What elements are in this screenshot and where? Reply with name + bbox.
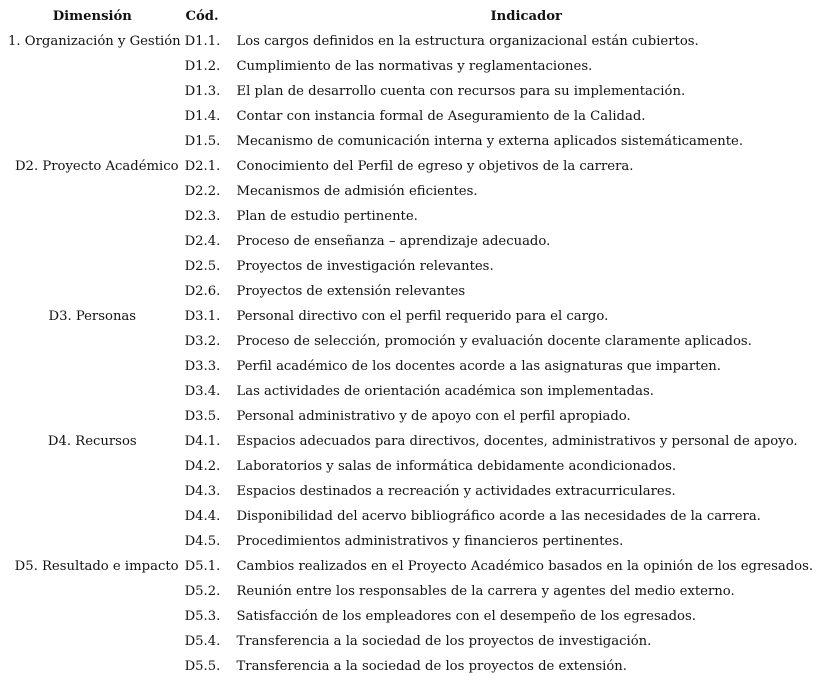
cell-indicator: Satisfacción de los empleadores con el desempeño de los egresados. (236, 609, 696, 624)
cell-code: D2.3. (184, 209, 221, 224)
cell-indicator: Proceso de selección, promoción y evaluación docente claramente aplicados. (236, 334, 752, 349)
cell-code: D1.1. (184, 34, 221, 49)
cell-code: D1.3. (184, 84, 221, 99)
table-row (0, 604, 816, 629)
cell-indicator: Perfil académico de los docentes acorde a las asignaturas que imparten. (236, 359, 721, 374)
table-row (0, 104, 816, 129)
table-row (0, 579, 816, 604)
table-row (0, 504, 816, 529)
header-code: Cód. (185, 9, 219, 24)
table-row (0, 329, 816, 354)
cell-code: D2.2. (184, 184, 221, 199)
cell-code: D3.4. (184, 384, 221, 399)
cell-code: D5.1. (184, 559, 221, 574)
cell-code: D3.5. (184, 409, 221, 424)
cell-dimension (0, 604, 185, 629)
cell-code: D4.1. (184, 434, 221, 449)
table-row (0, 254, 816, 279)
cell-indicator: Proceso de enseñanza – aprendizaje adecuado. (236, 234, 551, 249)
table-row (0, 179, 816, 204)
cell-indicator: Laboratorios y salas de informática debidamente acondicionados. (236, 459, 677, 474)
cell-indicator: Cumplimiento de las normativas y reglamentaciones. (236, 59, 593, 74)
cell-dimension (0, 354, 185, 379)
cell-code: D4.5. (184, 534, 221, 549)
cell-code: D4.2. (184, 459, 221, 474)
cell-dimension (0, 579, 185, 604)
cell-indicator: Proyectos de investigación relevantes. (236, 259, 494, 274)
cell-dimension (0, 254, 185, 279)
cell-dimension: D2. Proyecto Académico (14, 159, 179, 174)
cell-dimension (0, 204, 185, 229)
cell-code: D1.5. (184, 134, 221, 149)
cell-dimension (0, 529, 185, 554)
cell-code: D2.1. (184, 159, 221, 174)
cell-dimension: D4. Recursos (47, 434, 137, 449)
cell-indicator: Personal administrativo y de apoyo con el perfil apropiado. (236, 409, 631, 424)
cell-indicator: Conocimiento del Perfil de egreso y objetivos de la carrera. (236, 159, 634, 174)
table-row (0, 629, 816, 654)
cell-indicator: El plan de desarrollo cuenta con recursos para su implementación. (236, 84, 686, 99)
cell-code: D5.2. (184, 584, 221, 599)
cell-code: D3.1. (184, 309, 221, 324)
cell-code: D1.2. (184, 59, 221, 74)
cell-indicator: Personal directivo con el perfil requerido para el cargo. (236, 309, 609, 324)
table-row (0, 129, 816, 154)
table-row (0, 79, 816, 104)
cell-indicator: Las actividades de orientación académica son implementadas. (236, 384, 654, 399)
cell-dimension (0, 279, 185, 304)
cell-code: D3.2. (184, 334, 221, 349)
cell-dimension: D3. Personas (48, 309, 137, 324)
cell-dimension (0, 654, 185, 679)
table-row (0, 54, 816, 79)
cell-dimension (0, 104, 185, 129)
table-body (0, 29, 816, 679)
table-row (0, 279, 816, 304)
cell-code: D4.3. (184, 484, 221, 499)
table-row (0, 154, 816, 179)
cell-code: D2.4. (184, 234, 221, 249)
cell-dimension (0, 404, 185, 429)
cell-indicator: Transferencia a la sociedad de los proyectos de investigación. (236, 634, 652, 649)
cell-dimension (0, 129, 185, 154)
cell-indicator: Cambios realizados en el Proyecto Académico basados en la opinión de los egresados. (236, 559, 814, 574)
cell-indicator: Reunión entre los responsables de la carrera y agentes del medio externo. (236, 584, 735, 599)
table-row (0, 654, 816, 679)
header-dimension: Dimensión (52, 9, 132, 24)
cell-dimension (0, 379, 185, 404)
table-row (0, 554, 816, 579)
cell-indicator: Mecanismos de admisión eficientes. (236, 184, 478, 199)
table-row (0, 379, 816, 404)
cell-code: D5.3. (184, 609, 221, 624)
cell-indicator: Contar con instancia formal de Aseguramiento de la Calidad. (236, 109, 646, 124)
cell-indicator: Plan de estudio pertinente. (236, 209, 418, 224)
cell-dimension (0, 329, 185, 354)
cell-code: D5.4. (184, 634, 221, 649)
table-row (0, 479, 816, 504)
cell-indicator: Mecanismo de comunicación interna y externa aplicados sistemáticamente. (236, 134, 744, 149)
cell-dimension: 1. Organización y Gestión (8, 34, 181, 49)
cell-indicator: Disponibilidad del acervo bibliográfico acorde a las necesidades de la carrera. (236, 509, 761, 524)
cell-dimension: D5. Resultado e impacto (14, 559, 179, 574)
table-row (0, 454, 816, 479)
indicators-table (0, 5, 816, 679)
table-row (0, 29, 816, 54)
table-row (0, 429, 816, 454)
header-indicator: Indicador (490, 9, 562, 24)
cell-indicator: Procedimientos administrativos y financieros pertinentes. (236, 534, 624, 549)
cell-dimension (0, 629, 185, 654)
cell-dimension (0, 54, 185, 79)
cell-indicator: Transferencia a la sociedad de los proyectos de extensión. (236, 659, 627, 674)
cell-code: D1.4. (184, 109, 221, 124)
cell-code: D3.3. (184, 359, 221, 374)
cell-indicator: Proyectos de extensión relevantes (236, 284, 466, 299)
cell-code: D5.5. (184, 659, 221, 674)
cell-code: D2.6. (184, 284, 221, 299)
cell-code: D4.4. (184, 509, 221, 524)
cell-dimension (0, 479, 185, 504)
cell-dimension (0, 179, 185, 204)
cell-dimension (0, 504, 185, 529)
table-row (0, 304, 816, 329)
cell-dimension (0, 229, 185, 254)
cell-indicator: Espacios adecuados para directivos, docentes, administrativos y personal de apoyo. (236, 434, 798, 449)
cell-indicator: Espacios destinados a recreación y actividades extracurriculares. (236, 484, 676, 499)
table-row (0, 229, 816, 254)
table-header-row (0, 5, 816, 29)
cell-dimension (0, 79, 185, 104)
table-row (0, 404, 816, 429)
table-row (0, 529, 816, 554)
cell-dimension (0, 454, 185, 479)
table-row (0, 354, 816, 379)
table-row (0, 204, 816, 229)
cell-indicator: Los cargos definidos en la estructura organizacional están cubiertos. (236, 34, 699, 49)
cell-code: D2.5. (184, 259, 221, 274)
